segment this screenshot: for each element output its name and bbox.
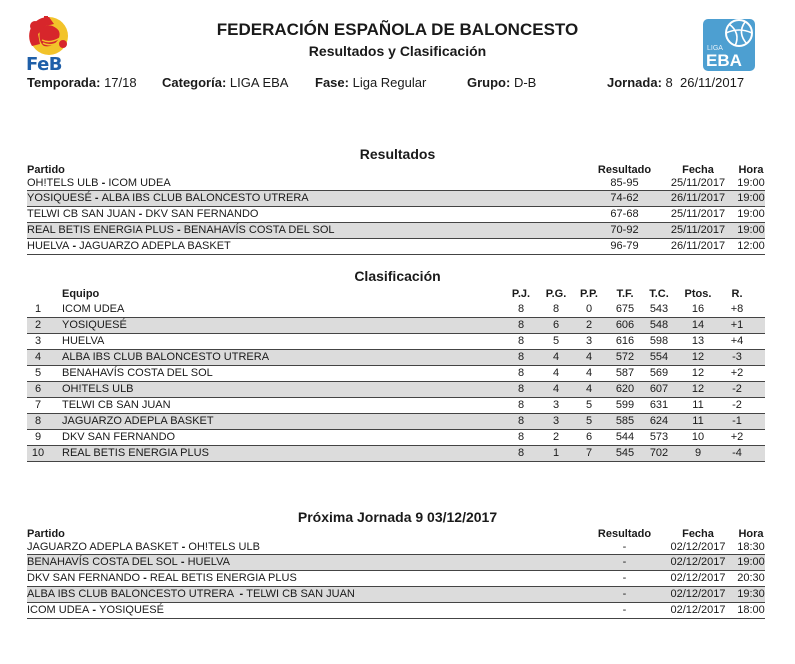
match-fecha: 25/11/2017 xyxy=(670,208,726,220)
match-hora: 19:00 xyxy=(737,177,765,189)
match-partido xyxy=(27,240,231,252)
standings-pj: 8 xyxy=(517,431,525,443)
standings-pos: 3 xyxy=(34,335,42,347)
standings-ptos: 11 xyxy=(692,399,704,411)
standings-pj: 8 xyxy=(517,303,525,315)
meta-grupo xyxy=(467,75,536,90)
match-fecha: 02/12/2017 xyxy=(670,556,726,568)
match-separator: - xyxy=(91,192,102,204)
match-resultado: - xyxy=(622,588,627,600)
col-partido: Partido xyxy=(27,528,65,540)
standings-r: +4 xyxy=(730,335,744,347)
standings-r: -3 xyxy=(732,351,742,363)
away-team: ICOM UDEA xyxy=(108,177,171,189)
match-row xyxy=(27,603,765,619)
standings-tc: 598 xyxy=(649,335,669,347)
match-resultado: 85-95 xyxy=(610,177,639,189)
match-fecha: 26/11/2017 xyxy=(670,240,726,252)
match-partido xyxy=(27,224,335,236)
standings-team: OH!TELS ULB xyxy=(62,383,134,395)
standings-tf: 606 xyxy=(615,319,635,331)
match-separator: - xyxy=(173,224,184,236)
away-team: ALBA IBS CLUB BALONCESTO UTRERA xyxy=(101,192,309,204)
meta-fase xyxy=(315,75,426,90)
standings-pos: 9 xyxy=(34,431,42,443)
match-resultado: 67-68 xyxy=(610,208,639,220)
match-resultado: 96-79 xyxy=(610,240,639,252)
col-resultado: Resultado xyxy=(597,528,652,540)
col-hora: Hora xyxy=(738,528,764,540)
match-resultado: 70-92 xyxy=(610,224,639,236)
home-team: TELWI CB SAN JUAN xyxy=(27,208,136,220)
standings-section-title: Clasificación xyxy=(354,268,441,284)
standings-pos: 4 xyxy=(34,351,42,363)
standings-pg: 4 xyxy=(552,351,560,363)
standings-tf: 585 xyxy=(615,415,635,427)
away-team: YOSIQUESÉ xyxy=(99,604,164,616)
standings-row xyxy=(27,366,765,382)
standings-tf: 616 xyxy=(615,335,635,347)
home-team: BENAHAVÍS COSTA DEL SOL xyxy=(27,556,178,568)
standings-pj: 8 xyxy=(517,415,525,427)
standings-tf: 544 xyxy=(615,431,635,443)
standings-tc: 573 xyxy=(649,431,669,443)
standings-pos: 7 xyxy=(34,399,42,411)
standings-tc: 631 xyxy=(649,399,669,411)
fase-label: Fase: xyxy=(315,75,349,90)
standings-row xyxy=(27,446,765,462)
match-separator: - xyxy=(178,541,189,553)
standings-pg: 4 xyxy=(552,367,560,379)
standings-row xyxy=(27,430,765,446)
standings-tc: 543 xyxy=(649,303,669,315)
standings-team: HUELVA xyxy=(62,335,105,347)
standings-pj: 8 xyxy=(517,383,525,395)
standings-ptos: 12 xyxy=(691,351,705,363)
col-fecha: Fecha xyxy=(682,528,714,540)
feb-logo-text: FeB xyxy=(26,54,62,75)
standings-pos: 2 xyxy=(34,319,42,331)
standings-row xyxy=(27,414,765,430)
match-fecha: 02/12/2017 xyxy=(670,541,726,553)
match-resultado: - xyxy=(622,556,627,568)
standings-r: +2 xyxy=(730,431,744,443)
standings-pp: 3 xyxy=(585,335,593,347)
match-hora: 19:00 xyxy=(737,192,765,204)
temporada-value: 17/18 xyxy=(104,75,137,90)
col-pj: P.J. xyxy=(511,288,531,300)
away-team: HUELVA xyxy=(187,556,230,568)
col-partido: Partido xyxy=(27,164,65,176)
meta-jornada xyxy=(607,75,744,90)
match-row xyxy=(27,555,765,571)
standings-tc: 624 xyxy=(649,415,669,427)
standings-pg: 5 xyxy=(552,335,560,347)
match-row xyxy=(27,239,765,255)
standings-pg: 3 xyxy=(552,415,560,427)
standings-team: TELWI CB SAN JUAN xyxy=(62,399,171,411)
match-resultado: 74-62 xyxy=(610,192,639,204)
match-fecha: 25/11/2017 xyxy=(670,177,726,189)
match-partido xyxy=(27,572,297,584)
standings-tf: 599 xyxy=(615,399,635,411)
match-row xyxy=(27,223,765,239)
home-team: OH!TELS ULB xyxy=(27,177,99,189)
match-hora: 12:00 xyxy=(737,240,765,252)
standings-tf: 675 xyxy=(615,303,635,315)
grupo-label: Grupo: xyxy=(467,75,511,90)
match-row xyxy=(27,191,765,207)
eba-logo-small-text: LIGA xyxy=(707,45,723,52)
home-team: ICOM UDEA xyxy=(27,604,90,616)
standings-tf: 587 xyxy=(615,367,635,379)
standings-team: ICOM UDEA xyxy=(62,303,125,315)
col-tc: T.C. xyxy=(649,288,669,300)
match-row xyxy=(27,207,765,223)
standings-pos: 8 xyxy=(34,415,42,427)
standings-ptos: 12 xyxy=(691,367,705,379)
standings-pp: 7 xyxy=(585,447,593,459)
standings-pp: 5 xyxy=(585,415,593,427)
standings-pos: 5 xyxy=(34,367,42,379)
match-partido xyxy=(27,192,309,204)
results-table xyxy=(27,163,765,255)
page-subtitle: Resultados y Clasificación xyxy=(308,43,487,59)
next-round-body xyxy=(27,540,765,619)
standings-team: BENAHAVÍS COSTA DEL SOL xyxy=(62,367,213,379)
col-pg: P.G. xyxy=(545,288,567,300)
standings-row xyxy=(27,382,765,398)
liga-eba-logo xyxy=(703,19,755,71)
col-r: R. xyxy=(731,288,743,300)
standings-pg: 8 xyxy=(552,303,560,315)
standings-ptos: 9 xyxy=(694,447,702,459)
standings-row xyxy=(27,350,765,366)
match-separator: - xyxy=(236,588,247,600)
standings-r: +1 xyxy=(730,319,744,331)
standings-pj: 8 xyxy=(517,351,525,363)
home-team: YOSIQUESÉ xyxy=(27,192,92,204)
standings-r: +8 xyxy=(730,303,744,315)
col-pp: P.P. xyxy=(580,288,598,300)
standings-ptos: 11 xyxy=(692,415,704,427)
match-row xyxy=(27,176,765,191)
standings-ptos: 16 xyxy=(691,303,705,315)
match-hora: 18:00 xyxy=(737,604,765,616)
standings-r: -2 xyxy=(732,399,742,411)
standings-tc: 607 xyxy=(649,383,669,395)
home-team: REAL BETIS ENERGIA PLUS xyxy=(27,224,174,236)
standings-pj: 8 xyxy=(517,399,525,411)
standings-ptos: 12 xyxy=(691,383,705,395)
temporada-label: Temporada: xyxy=(27,75,101,90)
match-fecha: 02/12/2017 xyxy=(670,588,726,600)
standings-pg: 4 xyxy=(552,383,560,395)
standings-team: REAL BETIS ENERGIA PLUS xyxy=(62,447,209,459)
results-header-row xyxy=(27,163,765,176)
standings-pg: 6 xyxy=(552,319,560,331)
standings-row xyxy=(27,334,765,350)
match-row xyxy=(27,540,765,555)
standings-r: -2 xyxy=(732,383,742,395)
standings-tc: 548 xyxy=(649,319,669,331)
meta-temporada xyxy=(27,75,137,90)
grupo-value: D-B xyxy=(513,75,537,90)
standings-pp: 4 xyxy=(585,383,593,395)
home-team: HUELVA xyxy=(27,240,70,252)
away-team: REAL BETIS ENERGIA PLUS xyxy=(149,572,297,584)
standings-header-row xyxy=(27,287,765,302)
col-fecha: Fecha xyxy=(682,164,714,176)
away-team: TELWI CB SAN JUAN xyxy=(246,588,355,600)
match-hora: 19:00 xyxy=(737,556,765,568)
match-partido xyxy=(27,604,164,616)
standings-pos: 1 xyxy=(34,303,42,315)
match-separator: - xyxy=(98,177,109,189)
match-hora: 20:30 xyxy=(737,572,765,584)
jornada-label: Jornada: xyxy=(607,75,662,90)
match-separator: - xyxy=(140,572,150,584)
standings-tf: 545 xyxy=(615,447,635,459)
standings-pj: 8 xyxy=(517,447,525,459)
match-hora: 19:30 xyxy=(737,588,765,600)
standings-table xyxy=(27,287,765,462)
categoria-value: LIGA EBA xyxy=(229,75,289,90)
meta-categoria xyxy=(162,75,288,90)
home-team: ALBA IBS CLUB BALONCESTO UTRERA xyxy=(27,588,237,600)
standings-team: DKV SAN FERNANDO xyxy=(62,431,176,443)
col-equipo: Equipo xyxy=(62,288,100,300)
standings-pp: 4 xyxy=(585,367,593,379)
standings-pp: 2 xyxy=(585,319,593,331)
standings-tc: 569 xyxy=(649,367,669,379)
away-team: JAGUARZO ADEPLA BASKET xyxy=(79,240,231,252)
match-partido xyxy=(27,588,355,600)
standings-team: YOSIQUESÉ xyxy=(62,319,127,331)
standings-ptos: 10 xyxy=(691,431,705,443)
results-body xyxy=(27,176,765,255)
match-partido xyxy=(27,208,258,220)
standings-pos: 6 xyxy=(34,383,42,395)
categoria-label: Categoría: xyxy=(162,75,227,90)
standings-r: +2 xyxy=(730,367,744,379)
standings-tc: 554 xyxy=(649,351,669,363)
match-separator: - xyxy=(69,240,80,252)
away-team: DKV SAN FERNANDO xyxy=(145,208,259,220)
standings-r: -4 xyxy=(732,447,742,459)
match-fecha: 02/12/2017 xyxy=(670,572,726,584)
standings-row xyxy=(27,398,765,414)
match-separator: - xyxy=(177,556,188,568)
next-round-header-row xyxy=(27,527,765,540)
standings-team: JAGUARZO ADEPLA BASKET xyxy=(62,415,214,427)
standings-team: ALBA IBS CLUB BALONCESTO UTRERA xyxy=(62,351,270,363)
match-separator: - xyxy=(89,604,100,616)
standings-pj: 8 xyxy=(517,319,525,331)
fase-value: Liga Regular xyxy=(352,75,427,90)
match-fecha: 02/12/2017 xyxy=(670,604,726,616)
match-fecha: 26/11/2017 xyxy=(670,192,726,204)
results-section-title: Resultados xyxy=(359,146,436,162)
standings-row xyxy=(27,302,765,318)
standings-pj: 8 xyxy=(517,335,525,347)
next-round-table xyxy=(27,527,765,619)
standings-pg: 1 xyxy=(552,447,560,459)
standings-pp: 5 xyxy=(585,399,593,411)
standings-ptos: 14 xyxy=(691,319,705,331)
match-hora: 19:00 xyxy=(737,224,765,236)
col-hora: Hora xyxy=(738,164,764,176)
match-row xyxy=(27,587,765,603)
jornada-value: 8 26/11/2017 xyxy=(665,75,745,90)
match-row xyxy=(27,571,765,587)
standings-pp: 0 xyxy=(585,303,593,315)
away-team: BENAHAVÍS COSTA DEL SOL xyxy=(183,224,335,236)
standings-body xyxy=(27,302,765,462)
home-team: JAGUARZO ADEPLA BASKET xyxy=(27,541,179,553)
match-hora: 19:00 xyxy=(737,208,765,220)
standings-pg: 3 xyxy=(552,399,560,411)
page-title: FEDERACIÓN ESPAÑOLA DE BALONCESTO xyxy=(216,20,579,39)
away-team: OH!TELS ULB xyxy=(188,541,260,553)
match-resultado: - xyxy=(622,604,627,616)
match-partido xyxy=(27,556,230,568)
match-separator: - xyxy=(135,208,146,220)
standings-tf: 572 xyxy=(615,351,635,363)
match-resultado: - xyxy=(622,541,627,553)
standings-ptos: 13 xyxy=(691,335,705,347)
standings-pp: 6 xyxy=(585,431,593,443)
standings-pp: 4 xyxy=(585,351,593,363)
home-team: DKV SAN FERNANDO xyxy=(27,572,141,584)
col-tf: T.F. xyxy=(616,288,634,300)
col-resultado: Resultado xyxy=(597,164,652,176)
standings-pos: 10 xyxy=(31,447,45,459)
match-resultado: - xyxy=(622,572,627,584)
standings-row xyxy=(27,318,765,334)
standings-tf: 620 xyxy=(615,383,635,395)
col-ptos: Ptos. xyxy=(684,288,712,300)
match-partido xyxy=(27,541,260,553)
standings-r: -1 xyxy=(732,415,742,427)
match-hora: 18:30 xyxy=(737,541,765,553)
standings-pj: 8 xyxy=(517,367,525,379)
match-partido xyxy=(27,177,171,189)
eba-logo-big-text: EBA xyxy=(706,51,742,70)
standings-tc: 702 xyxy=(649,447,669,459)
next-round-section-title: Próxima Jornada 9 03/12/2017 xyxy=(297,509,498,525)
match-fecha: 25/11/2017 xyxy=(670,224,726,236)
standings-pg: 2 xyxy=(552,431,560,443)
